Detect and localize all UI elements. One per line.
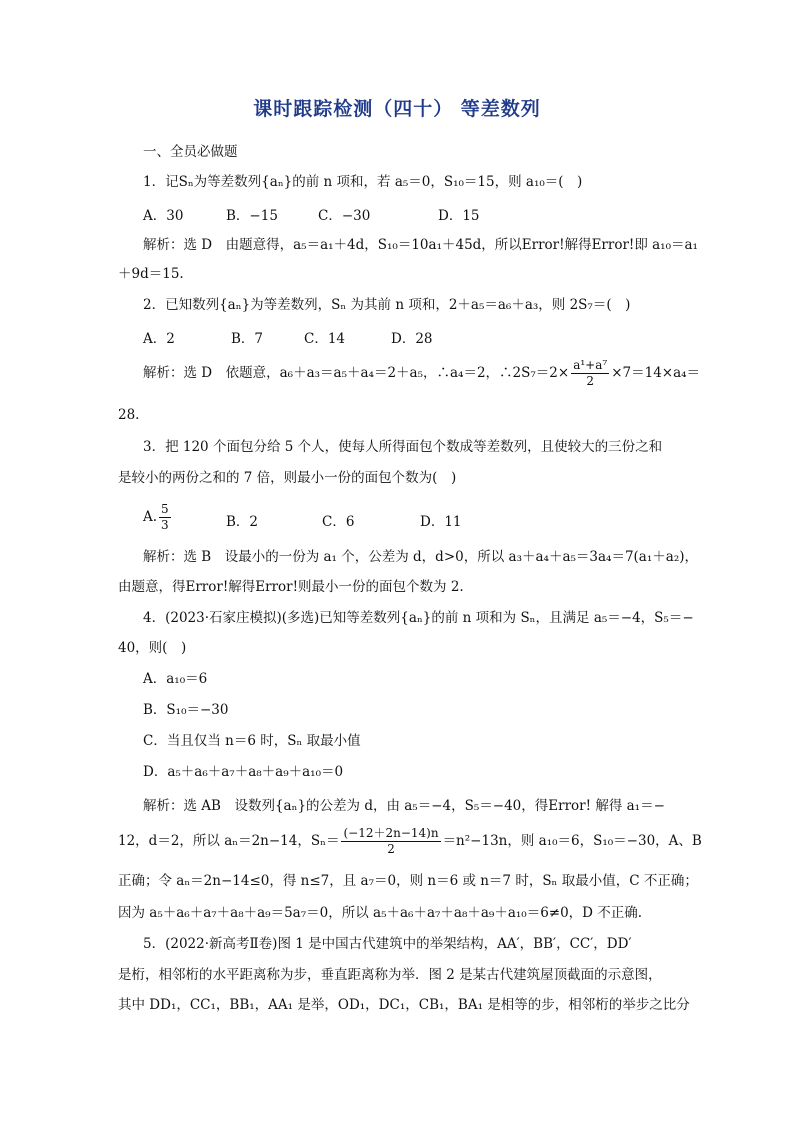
q3-option-a	[143, 500, 173, 534]
q2-fraction	[571, 358, 609, 389]
question-1-stem: 1．记Sₙ为等差数列{aₙ}的前 n 项和，若 a₅＝0，S₁₀＝15，则 a₁₀＝( )	[143, 174, 583, 190]
q2-option-d: D．28	[391, 331, 433, 347]
q1-option-d: D．15	[438, 208, 480, 224]
q1-solution-line-1: 解析：选 D 由题意得，a₅＝a₁＋4d，S₁₀＝10a₁＋45d，所以Error!解得Error!即 a₁₀＝a₁	[143, 237, 698, 253]
question-4-stem-line-1: 4．(2023·石家庄模拟)(多选)已知等差数列{aₙ}的前 n 项和为 Sₙ，且满足 a₅＝−4，S₅＝−	[143, 610, 694, 626]
q4-solution-text-b: ＝n²−13n，则 a₁₀＝6，S₁₀＝−30，A、B	[442, 833, 702, 849]
q4-solution-line-3: 正确；令 aₙ＝2n−14≤0，得 n≤7，且 a₇＝0，则 n＝6 或 n＝7 时，Sₙ 取最小值，C 不正确；	[118, 873, 698, 889]
q4-solution-text-a: 12，d＝2，所以 aₙ＝2n−14，Sₙ＝	[118, 833, 340, 849]
q2-fraction-numerator: a¹+a⁷	[573, 358, 608, 372]
section-heading: 一、全员必做题	[143, 144, 238, 160]
q1-option-c: C．−30	[318, 208, 371, 224]
q1-solution-line-2: ＋9d＝15.	[118, 266, 184, 282]
q1-option-b: B．−15	[226, 208, 278, 224]
q3-option-c: C．6	[322, 514, 355, 530]
q3-option-a-prefix: A.	[143, 509, 158, 525]
question-3-stem-line-1: 3．把 120 个面包分给 5 个人，使每人所得面包个数成等差数列，且使较大的三份之和	[143, 439, 663, 455]
q3-option-b: B．2	[226, 514, 259, 530]
question-4-stem-line-2: 40，则( )	[118, 640, 187, 656]
q3-option-a-fraction	[159, 502, 171, 533]
q4-option-a: A．a₁₀＝6	[143, 671, 208, 687]
q3-option-a-denominator: 3	[161, 518, 169, 532]
q4-solution-line-2	[118, 824, 702, 858]
q2-option-c: C．14	[304, 331, 346, 347]
q3-option-d: D．11	[420, 514, 462, 530]
q4-solution-line-1: 解析：选 AB 设数列{aₙ}的公差为 d，由 a₅＝−4，S₅＝−40，得Error! 解得 a₁＝−	[143, 798, 665, 814]
question-5-line-3: 其中 DD₁，CC₁，BB₁，AA₁ 是举，OD₁，DC₁，CB₁，BA₁ 是相等的步，相邻桁的举步之比分	[118, 997, 690, 1013]
q4-fraction-numerator: (−12＋2n−14)n	[343, 826, 439, 840]
page-title: 课时跟踪检测（四十） 等差数列	[253, 98, 541, 120]
q2-option-a: A．2	[143, 331, 175, 347]
q2-solution-text-a: 解析：选 D 依题意，a₆＋a₃＝a₅＋a₄＝2＋a₅，∴a₄＝2，∴2S₇＝2×	[143, 365, 570, 381]
q1-option-a: A．30	[143, 208, 184, 224]
q4-option-c: C．当且仅当 n＝6 时，Sₙ 取最小值	[143, 733, 361, 749]
q4-solution-line-4: 因为 a₅＋a₆＋a₇＋a₈＋a₉＝5a₇＝0，所以 a₅＋a₆＋a₇＋a₈＋a₉＋a₁₀＝6≠0，D 不正确.	[118, 905, 643, 921]
q2-fraction-denominator: 2	[586, 374, 595, 388]
q2-solution-text-b: ×7＝14×a₄＝	[611, 365, 701, 381]
question-5-line-2: 是桁，相邻桁的水平距离称为步，垂直距离称为举．图 2 是某古代建筑屋顶截面的示意图，	[118, 967, 662, 983]
q3-solution-line-2: 由题意，得Error!解得Error!则最小一份的面包个数为 2.	[118, 579, 464, 595]
q4-fraction	[341, 826, 440, 857]
q4-option-b: B．S₁₀＝−30	[143, 702, 229, 718]
q4-option-d: D．a₅＋a₆＋a₇＋a₈＋a₉＋a₁₀＝0	[143, 764, 344, 780]
q2-solution-line-2: 28.	[118, 407, 140, 423]
question-2-stem: 2．已知数列{aₙ}为等差数列，Sₙ 为其前 n 项和，2＋a₅＝a₆＋a₃，则 2S₇＝( )	[143, 297, 631, 313]
q3-option-a-numerator: 5	[161, 502, 169, 516]
question-5-line-1: 5．(2022·新高考Ⅱ卷)图 1 是中国古代建筑中的举架结构，AA′，BB′，CC′，DD′	[143, 936, 632, 952]
question-3-stem-line-2: 是较小的两份之和的 7 倍，则最小一份的面包个数为( )	[118, 470, 457, 486]
q2-option-b: B．7	[231, 331, 264, 347]
q3-solution-line-1: 解析：选 B 设最小的一份为 a₁ 个，公差为 d，d>0，所以 a₃＋a₄＋a₅＝3a₄＝7(a₁＋a₂)，	[143, 549, 698, 565]
q2-solution-line-1	[143, 356, 700, 390]
q4-fraction-denominator: 2	[387, 842, 395, 856]
